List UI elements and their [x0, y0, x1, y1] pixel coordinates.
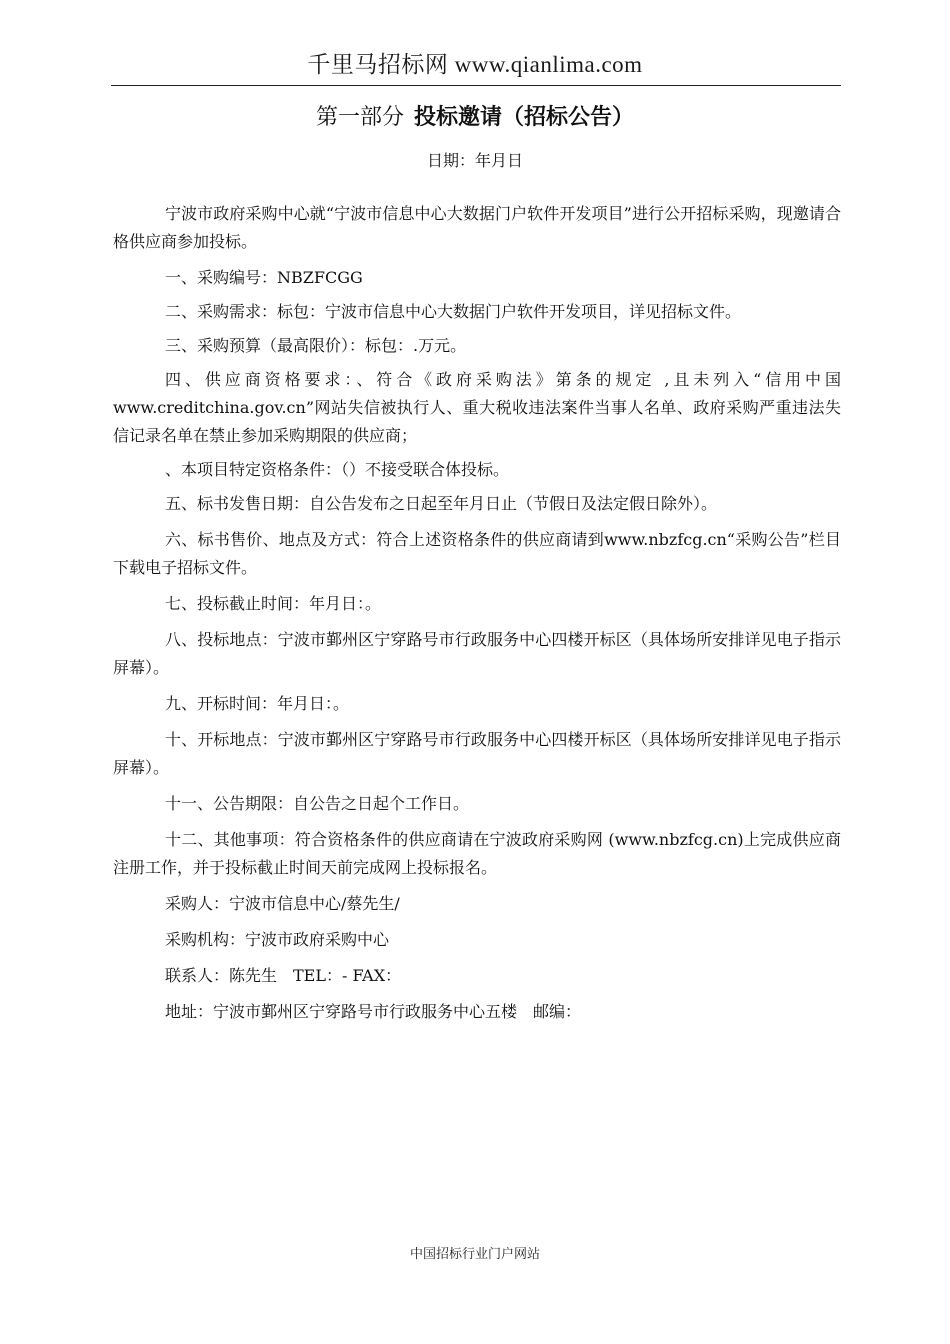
section-title [0, 100, 950, 131]
item-specific-qualification: 、本项目特定资格条件：（）不接受联合体投标。 [165, 460, 510, 479]
item-opening-time: 九、开标时间：年月日：。 [165, 694, 350, 713]
item-sale-method: 六、标书售价、地点及方式：符合上述资格条件的供应商请到www.nbzfcg.cn“采购公告”栏目下载电子招标文件。 [113, 530, 841, 577]
intro-paragraph: 宁波市政府采购中心就“宁波市信息中心大数据门户软件开发项目”进行公开招标采购，现邀请合格供应商参加投标。 [113, 204, 841, 251]
contact-purchaser: 采购人：宁波市信息中心/蔡先生/ [165, 894, 400, 913]
item-procurement-requirement: 二、采购需求：标包：宁波市信息中心大数据门户软件开发项目，详见招标文件。 [165, 302, 742, 321]
contact-person: 联系人：陈先生 TEL：- FAX： [165, 966, 402, 985]
section-main-title: 投标邀请（招标公告） [414, 105, 635, 130]
item-bid-deadline: 七、投标截止时间：年月日：。 [165, 594, 382, 613]
item-notice-period: 十一、公告期限：自公告之日起个工作日。 [165, 794, 470, 813]
item-opening-location: 十、开标地点：宁波市鄞州区宁穿路号市行政服务中心四楼开标区（具体场所安排详见电子指示屏幕）。 [113, 730, 841, 777]
document-body [113, 200, 841, 1034]
item-procurement-number: 一、采购编号：NBZFCGG [165, 268, 363, 287]
item-supplier-qualification: 四、供应商资格要求：、符合《政府采购法》第条的规定 ,且未列入“信用中国www.creditchina.gov.cn”网站失信被执行人、重大税收违法案件当事人名单、政府采购严重违法失信记录名单在禁止参加采购期限的供应商； [113, 370, 841, 445]
item-other-matters: 十二、其他事项：符合资格条件的供应商请在宁波政府采购网 (www.nbzfcg.cn)上完成供应商注册工作，并于投标截止时间天前完成网上投标报名。 [113, 830, 841, 877]
item-sale-date: 五、标书发售日期：自公告发布之日起至年月日止（节假日及法定假日除外）。 [165, 494, 718, 513]
header-divider [111, 85, 841, 86]
section-part-label: 第一部分 [315, 105, 404, 130]
contact-agency: 采购机构：宁波市政府采购中心 [165, 930, 390, 949]
site-header-title: 千里马招标网 www.qianlima.com [307, 52, 643, 77]
page-footer: 中国招标行业门户网站 [409, 1247, 540, 1262]
announcement-date: 日期：年月日 [426, 151, 523, 170]
item-budget: 三、采购预算（最高限价）：标包：.万元。 [165, 336, 467, 355]
item-bid-location: 八、投标地点：宁波市鄞州区宁穿路号市行政服务中心四楼开标区（具体场所安排详见电子指示屏幕）。 [113, 630, 841, 677]
contact-address: 地址：宁波市鄞州区宁穿路号市行政服务中心五楼 邮编： [165, 1002, 582, 1021]
